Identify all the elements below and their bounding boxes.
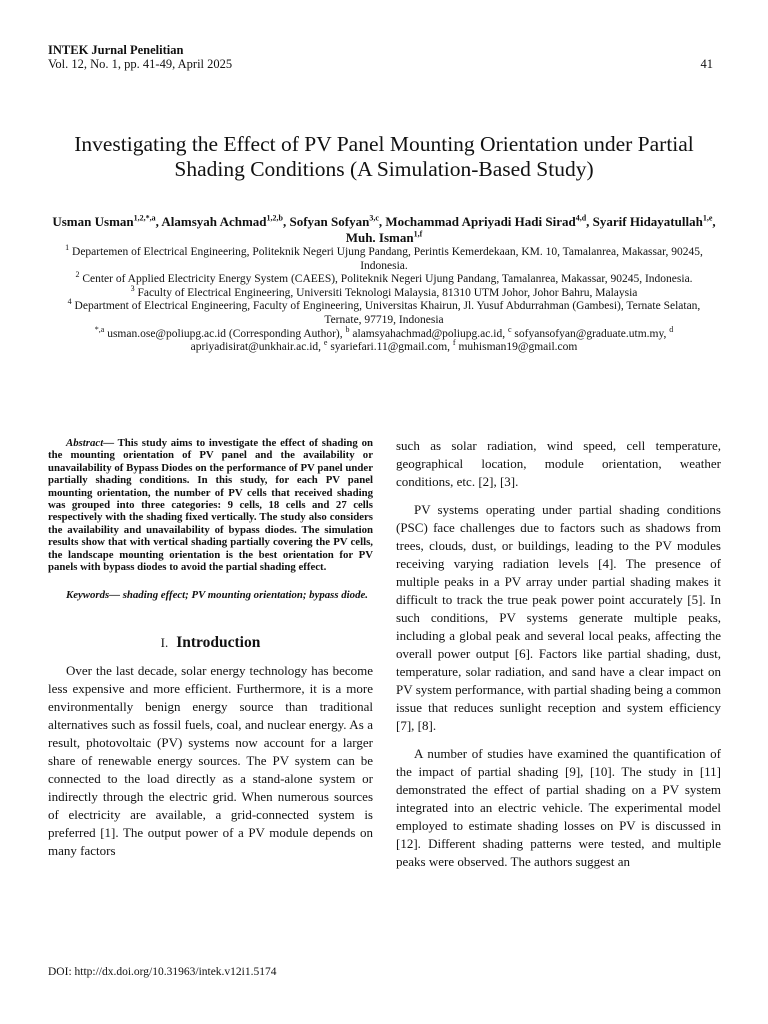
affiliation: [50, 243, 718, 273]
body-paragraph: Over the last decade, solar energy technology has become less expensive and more efficient. Furthermore, it is a more environmentally benign energy source than traditional alternatives such as fossil fuels, coal, and nuclear energy. As a result, photovoltaic (PV) systems now account for a larger share of renewable energy sources. The PV system can be connected to the load directly as a stand-alone system or indirectly through the electric grid. When numerous sources of electricity are available, a grid-connected system is preferred [1]. The output power of a PV module depends on many factors: [48, 662, 373, 858]
affiliation: [50, 283, 718, 301]
affiliation: [50, 270, 718, 287]
author-name: Sofyan Sofyan: [289, 214, 370, 229]
affiliation-text: Center of Applied Electricity Energy System (CAEES), Politeknik Negeri Ujung Pandang, Tamalanrea, Makassar, 90245, Indonesia.: [82, 273, 693, 286]
email-sup: e: [323, 338, 328, 348]
email-text: sofyansofyan@graduate.utm.my,: [514, 327, 667, 340]
section-heading: [48, 634, 373, 652]
author-name: Usman Usman: [52, 214, 134, 229]
keywords-text: shading effect; PV mounting orientation; bypass diode.: [122, 589, 368, 602]
abstract: Abstract— This study aims to investigate the effect of shading on the mounting orientation of PV panel and the availability or unavailability of Bypass Diodes on the performance of PV panel under partially shading conditions. In this study, for each PV panel mounting orientation, the number of PV cells that received shading was grouped into three categories: 9 cells, 18 cells and 27 cells respectively with the shading fixed vertically. The study also considers the availability and unavailability of bypass diodes. The simulation results show that with vertical shading partially covering the PV cells, the landscape mounting orientation is the best orientation for PV panels with bypass diodes to avoid the partial shading effect.: [48, 437, 373, 574]
affiliation-sup: 4: [67, 297, 72, 307]
affiliation-text: Faculty of Electrical Engineering, Universiti Teknologi Malaysia, 81310 UTM Johor, Johor Bahru, Malaysia: [137, 286, 638, 299]
email-text: apriyadisirat@unkhair.ac.id,: [190, 341, 322, 354]
affiliation-list: [50, 243, 718, 355]
affiliation-text: Department of Electrical Engineering, Faculty of Engineering, Universitas Khairun, Jl. Yusuf Abdurrahman (Gambesi), Ternate Selatan, Ternate, 97719, Indonesia: [74, 300, 701, 326]
email-sup: d: [669, 324, 674, 334]
email-sup: f: [452, 338, 456, 348]
paper-title: Investigating the Effect of PV Panel Mounting Orientation under Partial Shading Conditions (A Simulation-Based Study): [74, 132, 694, 181]
journal-volume: Vol. 12, No. 1, pp. 41-49, April 2025: [48, 57, 233, 71]
affiliation-sup: 2: [75, 270, 80, 280]
author-sup: 1,2,b: [266, 213, 283, 223]
affiliation-sup: 3: [130, 283, 135, 293]
email-sup: *,a: [94, 324, 105, 334]
email-list: [50, 324, 718, 355]
journal-name: INTEK Jurnal Penelitian: [48, 43, 184, 57]
page-number: 41: [700, 57, 713, 71]
email-sup: c: [507, 324, 512, 334]
keywords: Keywords— shading effect; PV mounting orientation; bypass diode.: [66, 589, 368, 602]
body-paragraph: PV systems operating under partial shading conditions (PSC) face challenges due to factors such as shadows from trees, clouds, dust, or buildings, leading to the PV modules receiving varying radiation levels [4]. The presence of multiple peaks in a PV array under partial shading makes it difficult to track the true peak power point accurately [5]. In such conditions, PV systems generate multiple peaks, including a global peak and several local peaks, affecting the overall power output [6]. Factors like partial shading, dust, temperature, solar radiation, and sand have a clear impact on PV system performance, with partial shading being a common issue that reduces sunlight reception and system efficiency [7], [8].: [396, 502, 721, 733]
author-sup: 1,2,*,a: [133, 213, 156, 223]
abstract-label: Abstract: [66, 437, 104, 449]
author-sup: 1,f: [413, 229, 423, 239]
affiliation-text: Departemen of Electrical Engineering, Politeknik Negeri Ujung Pandang, Perintis Kemerdekaan, KM. 10, Tamalanrea, Makassar, 90245, Indonesia.: [72, 246, 703, 272]
keywords-label: Keywords: [66, 589, 110, 602]
email-text: usman.ose@poliupg.ac.id (Corresponding Author),: [107, 327, 343, 340]
email-text: muhisman19@gmail.com: [458, 341, 578, 354]
body-paragraph: A number of studies have examined the quantification of the impact of partial shading [9], [10]. The study in [11] demonstrated the effect of partial shading on a PV system integrated into an electric vehicle. The experimental model employed to estimate shading losses on PV is discussed in [12]. Different shading patterns were tested, and multiple peaks were observed. The authors suggest an: [396, 746, 721, 869]
email-sup: b: [345, 324, 350, 334]
email-text: alamsyahachmad@poliupg.ac.id,: [352, 327, 506, 340]
author-name: Mochammad Apriyadi Hadi Sirad: [385, 214, 576, 229]
email-text: syariefari.11@gmail.com,: [330, 341, 451, 354]
right-column: [396, 437, 721, 881]
body-paragraph: such as solar radiation, wind speed, cell temperature, geographical location, module orientation, weather conditions, etc. [2], [3].: [396, 438, 721, 489]
affiliation-sup: 1: [65, 243, 70, 253]
author-name: Alamsyah Achmad: [161, 214, 267, 229]
left-column: [48, 437, 373, 870]
author-name: Muh. Isman: [345, 230, 414, 245]
abstract-text: This study aims to investigate the effect of shading on the mounting orientation of PV panel and the availability or unavailability of Bypass Diodes on the performance of PV panel under partially shading conditions. In this study, for each PV panel mounting orientation, the number of PV cells that received shading was grouped into three categories: 9 cells, 18 cells and 27 cells respectively with the shading fixed vertically. The study also considers the availability and unavailability of bypass diodes. The simulation results show that with vertical shading partially covering the PV cells, the landscape mounting orientation is the best orientation for PV panels with bypass diodes to avoid the partial shading effect.: [48, 437, 373, 574]
section-title: Introduction: [176, 633, 261, 651]
journal-header: [48, 43, 713, 71]
section-number: I.: [160, 634, 169, 650]
affiliation: [50, 297, 718, 327]
author-sup: 3,c: [369, 213, 379, 223]
author-sup: 4,d: [575, 213, 587, 223]
author-sup: 1,e: [702, 213, 713, 223]
author-list: Usman Usman$^{1,2,*,a}$, Alamsyah Achmad$^{1,2,b}$, Sofyan Sofyan$^{3,c}$, Mochammad Apriyadi Hadi Sirad$^{4,d}$, Syarif Hidayatullah$^{1,e}$, Muh. Isman$^{1,f}$: [52, 213, 716, 245]
doi-footer: DOI: http://dx.doi.org/10.31963/intek.v12i1.5174: [48, 966, 277, 978]
author-name: Syarif Hidayatullah: [592, 214, 703, 229]
